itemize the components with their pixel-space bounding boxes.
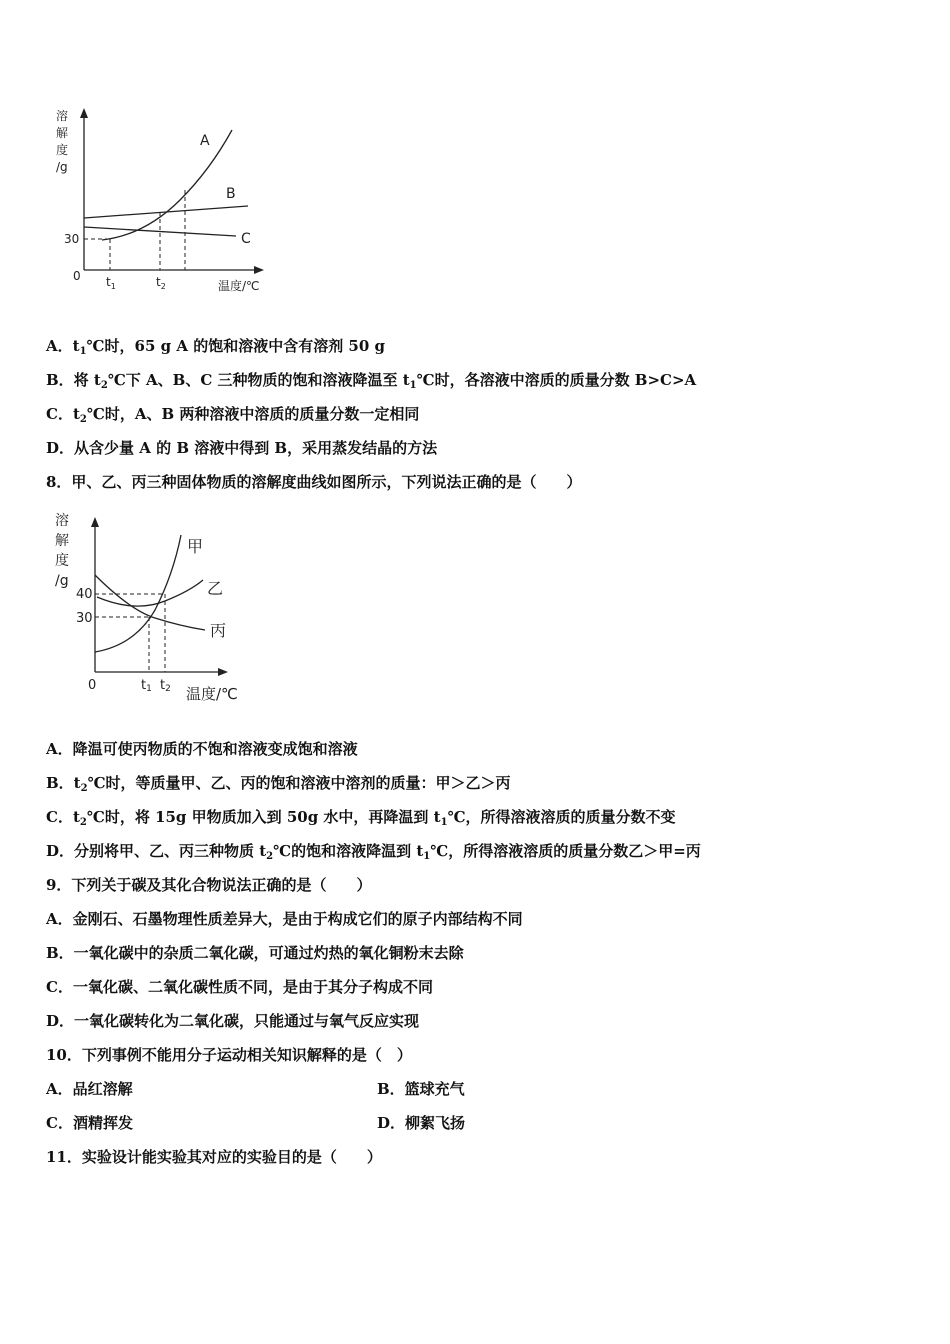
x-tick-t2: $t_2$ [156, 275, 166, 291]
q7-option-a: A．$t_1℃$时，65 g A 的饱和溶液中含有溶剂 50 g [46, 337, 385, 357]
q7-option-c: C．$t_2℃$时，A、B 两种溶液中溶质的质量分数一定相同 [46, 405, 420, 425]
q9-option-c: C．一氧化碳、二氧化碳性质不同，是由于其分子构成不同 [46, 978, 433, 996]
curve-b [84, 206, 248, 218]
q7-option-b: B．将 $t_2℃$下 A、B、C 三种物质的饱和溶液降温至 $t_1℃$时，各溶液中溶质的质量分数 B>C>A [46, 371, 697, 391]
q10-option-d: D．柳絮飞扬 [377, 1114, 466, 1132]
y-axis-arrow [80, 108, 88, 118]
label-jia: 甲 [187, 537, 204, 556]
x-tick-t2: t2 [160, 678, 171, 694]
q9-stem: 9．下列关于碳及其化合物说法正确的是（ ） [46, 876, 372, 894]
label-b: B [226, 186, 236, 202]
y-axis-label [56, 108, 68, 174]
q10-stem: 10．下列事例不能用分子运动相关知识解释的是（ ） [46, 1046, 412, 1064]
ylabel-char: 度 [56, 143, 69, 157]
label-bing: 丙 [210, 621, 227, 640]
ylabel-char: /g [55, 573, 69, 589]
y-tick-30: 30 [64, 232, 80, 246]
x-tick-t1: t1 [141, 678, 152, 694]
q11-stem: 11．实验设计能实验其对应的实验目的是（ ） [46, 1148, 382, 1166]
origin-label: 0 [73, 269, 81, 283]
y-axis-arrow [91, 517, 99, 527]
y-tick-40: 40 [76, 587, 93, 602]
label-yi: 乙 [207, 579, 224, 598]
q9-option-d: D．一氧化碳转化为二氧化碳，只能通过与氧气反应实现 [46, 1012, 420, 1030]
q8-option-b: B．$t_2℃$时，等质量甲、乙、丙的饱和溶液中溶剂的质量：甲＞乙＞丙 [46, 774, 511, 794]
q7-option-d: D．从含少量 A 的 B 溶液中得到 B，采用蒸发结晶的方法 [46, 439, 438, 457]
q8-option-a: A．降温可使丙物质的不饱和溶液变成饱和溶液 [46, 740, 358, 758]
ylabel-char: 解 [56, 126, 69, 140]
q10-option-b: B．篮球充气 [377, 1080, 465, 1098]
x-axis-label: 温度/℃ [218, 279, 260, 293]
label-a: A [200, 133, 210, 149]
ylabel-char: 溶 [56, 109, 69, 123]
curve-yi [97, 580, 203, 606]
y-tick-30: 30 [76, 611, 93, 626]
x-tick-t1: $t_1$ [106, 275, 116, 291]
curve-a [102, 130, 232, 240]
q10-option-c: C．酒精挥发 [46, 1114, 133, 1132]
x-axis-arrow [254, 266, 264, 274]
origin-label: 0 [88, 678, 97, 693]
q8-option-d: D．分别将甲、乙、丙三种物质 $t_2℃$的饱和溶液降温到 $t_1℃$，所得溶液溶质的质量分数乙＞甲=丙 [46, 842, 701, 862]
q9-option-a: A．金刚石、石墨物理性质差异大，是由于构成它们的原子内部结构不同 [46, 910, 523, 928]
ylabel-char: 度 [55, 553, 69, 569]
ylabel-char: /g [56, 160, 68, 174]
solubility-chart-abc [40, 100, 280, 300]
label-c: C [241, 231, 251, 247]
q8-option-c: C．$t_2℃$时，将 15g 甲物质加入到 50g 水中，再降温到 $t_1℃$，所得溶液溶质的质量分数不变 [46, 808, 676, 828]
y-axis-label [55, 512, 69, 589]
x-axis-label: 温度/℃ [186, 685, 238, 703]
x-axis-arrow [218, 668, 228, 676]
q9-option-b: B．一氧化碳中的杂质二氧化碳，可通过灼热的氧化铜粉末去除 [46, 944, 464, 962]
ylabel-char: 溶 [55, 513, 69, 529]
solubility-chart-jia-yi-bing [45, 505, 255, 705]
ylabel-char: 解 [55, 533, 69, 549]
q10-option-a: A．品红溶解 [46, 1080, 133, 1098]
q8-stem: 8．甲、乙、丙三种固体物质的溶解度曲线如图所示，下列说法正确的是（ ） [46, 473, 582, 491]
